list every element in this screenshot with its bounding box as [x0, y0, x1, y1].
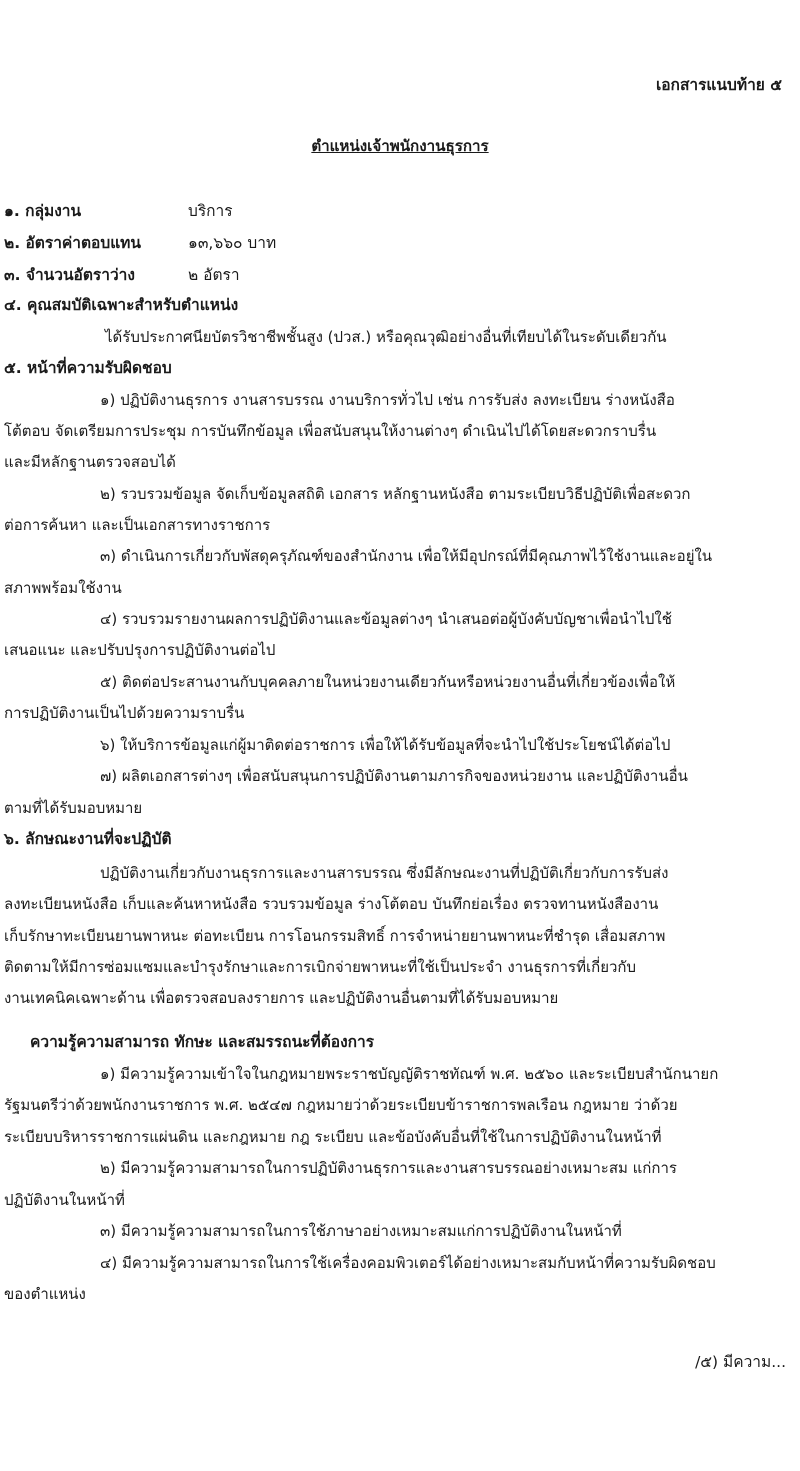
vacancy-label: ๓. จำนวนอัตราว่าง: [4, 266, 135, 284]
work-nature-line-5: งานเทคนิคเฉพาะด้าน เพื่อตรวจสอบลงรายการ และปฏิบัติงานอื่นตามที่ได้รับมอบหมาย: [4, 989, 559, 1007]
work-nature-line-4: ติดตามให้มีการซ่อมแซมและบำรุงรักษาและการเบิกจ่ายพาหนะที่ใช้เป็นประจำ งานธุรการที่เกี่ยวกับ: [4, 958, 637, 976]
duty-7-line-1: ๗) ผลิตเอกสารต่างๆ เพื่อสนับสนุนการปฏิบัติงานตามภารกิจของหน่วยงาน และปฏิบัติงานอื่น: [100, 767, 688, 785]
vacancy-value: ๒ อัตรา: [188, 266, 240, 284]
competency-1-line-1: ๑) มีความรู้ความเข้าใจในกฎหมายพระราชบัญญัติราชทัณฑ์ พ.ศ. ๒๕๖๐ และระเบียบสำนักนายก: [100, 1065, 719, 1083]
duties-label: ๕. หน้าที่ความรับผิดชอบ: [4, 359, 172, 377]
rate-value: ๑๓,๖๖๐ บาท: [188, 234, 277, 252]
duty-1-line-2: โต้ตอบ จัดเตรียมการประชุม การบันทึกข้อมูล เพื่อสนับสนุนให้งานต่างๆ ดำเนินไปได้โดยสะดวกราบรื่น: [4, 422, 657, 440]
group-label: ๑. กลุ่มงาน: [4, 202, 82, 220]
duty-4-line-2: เสนอแนะ และปรับปรุงการปฏิบัติงานต่อไป: [4, 641, 276, 659]
appendix-label: เอกสารแนบท้าย ๕: [655, 76, 782, 94]
duty-2-line-2: ต่อการค้นหา และเป็นเอกสารทางราชการ: [4, 516, 271, 534]
competency-1-line-3: ระเบียบบริหารราชการแผ่นดิน และกฎหมาย กฎ ระเบียบ และข้อบังคับอื่นที่ใช้ในการปฏิบัติงานในหน้าที่: [4, 1128, 662, 1146]
competency-4-line-2: ของตำแหน่ง: [4, 1285, 86, 1303]
duty-1-line-3: และมีหลักฐานตรวจสอบได้: [4, 453, 176, 471]
work-nature-line-1: ปฏิบัติงานเกี่ยวกับงานธุรการและงานสารบรรณ ซึ่งมีลักษณะงานที่ปฏิบัติเกี่ยวกับการรับส่ง: [100, 864, 669, 882]
competency-2-line-2: ปฏิบัติงานในหน้าที่: [4, 1191, 125, 1209]
competency-1-line-2: รัฐมนตรีว่าด้วยพนักงานราชการ พ.ศ. ๒๕๔๗ กฎหมายว่าด้วยระเบียบข้าราชการพลเรือน กฎหมาย ว่าด้วย: [4, 1096, 678, 1114]
qualification-label: ๔. คุณสมบัติเฉพาะสำหรับตำแหน่ง: [4, 296, 239, 314]
group-value: บริการ: [188, 202, 233, 220]
duty-4-line-1: ๔) รวบรวมรายงานผลการปฏิบัติงานและข้อมูลต่างๆ นำเสนอต่อผู้บังคับบัญชาเพื่อนำไปใช้: [100, 610, 672, 628]
duty-7-line-2: ตามที่ได้รับมอบหมาย: [4, 799, 143, 817]
work-nature-label: ๖. ลักษณะงานที่จะปฏิบัติ: [4, 830, 172, 848]
competency-3-line-1: ๓) มีความรู้ความสามารถในการใช้ภาษาอย่างเหมาะสมแก่การปฏิบัติงานในหน้าที่: [100, 1222, 622, 1240]
duty-6-line-1: ๖) ให้บริการข้อมูลแก่ผู้มาติดต่อราชการ เพื่อให้ได้รับข้อมูลที่จะนำไปใช้ประโยชน์ได้ต่อไป: [100, 736, 671, 754]
continued-note: /๕) มีความ...: [695, 1353, 786, 1371]
competency-2-line-1: ๒) มีความรู้ความสามารถในการปฏิบัติงานธุรการและงานสารบรรณอย่างเหมาะสม แก่การ: [100, 1159, 677, 1177]
qualification-text: ได้รับประกาศนียบัตรวิชาชีพชั้นสูง (ปวส.) หรือคุณวุฒิอย่างอื่นที่เทียบได้ในระดับเดียวกัน: [105, 328, 667, 346]
work-nature-line-3: เก็บรักษาทะเบียนยานพาหนะ ต่อทะเบียน การโอนกรรมสิทธิ์ การจำหน่ายยานพาหนะที่ชำรุด เสื่อมสภาพ: [4, 927, 666, 945]
duty-5-line-2: การปฏิบัติงานเป็นไปด้วยความราบรื่น: [4, 704, 245, 722]
duty-3-line-1: ๓) ดำเนินการเกี่ยวกับพัสดุครุภัณฑ์ของสำนักงาน เพื่อให้มีอุปกรณ์ที่มีคุณภาพไว้ใช้งานและอยู่ใน: [100, 547, 713, 565]
work-nature-line-2: ลงทะเบียนหนังสือ เก็บและค้นหาหนังสือ รวบรวมข้อมูล ร่างโต้ตอบ บันทึกย่อเรื่อง ตรวจทานหนังสืองาน: [4, 895, 659, 913]
duty-5-line-1: ๕) ติดต่อประสานงานกับบุคคลภายในหน่วยงานเดียวกันหรือหน่วยงานอื่นที่เกี่ยวข้องเพื่อให้: [100, 673, 676, 691]
page-title: ตำแหน่งเจ้าพนักงานธุรการ: [311, 137, 489, 155]
rate-label: ๒. อัตราค่าตอบแทน: [4, 234, 141, 252]
duty-2-line-1: ๒) รวบรวมข้อมูล จัดเก็บข้อมูลสถิติ เอกสาร หลักฐานหนังสือ ตามระเบียบวิธีปฏิบัติเพื่อสะดวก: [100, 485, 691, 503]
duty-1-line-1: ๑) ปฏิบัติงานธุรการ งานสารบรรณ งานบริการทั่วไป เช่น การรับส่ง ลงทะเบียน ร่างหนังสือ: [100, 391, 675, 409]
competency-label: ความรู้ความสามารถ ทักษะ และสมรรถนะที่ต้องการ: [30, 1033, 375, 1051]
competency-4-line-1: ๔) มีความรู้ความสามารถในการใช้เครื่องคอมพิวเตอร์ได้อย่างเหมาะสมกับหน้าที่ความรับผิดชอบ: [100, 1254, 716, 1272]
duty-3-line-2: สภาพพร้อมใช้งาน: [4, 579, 122, 597]
